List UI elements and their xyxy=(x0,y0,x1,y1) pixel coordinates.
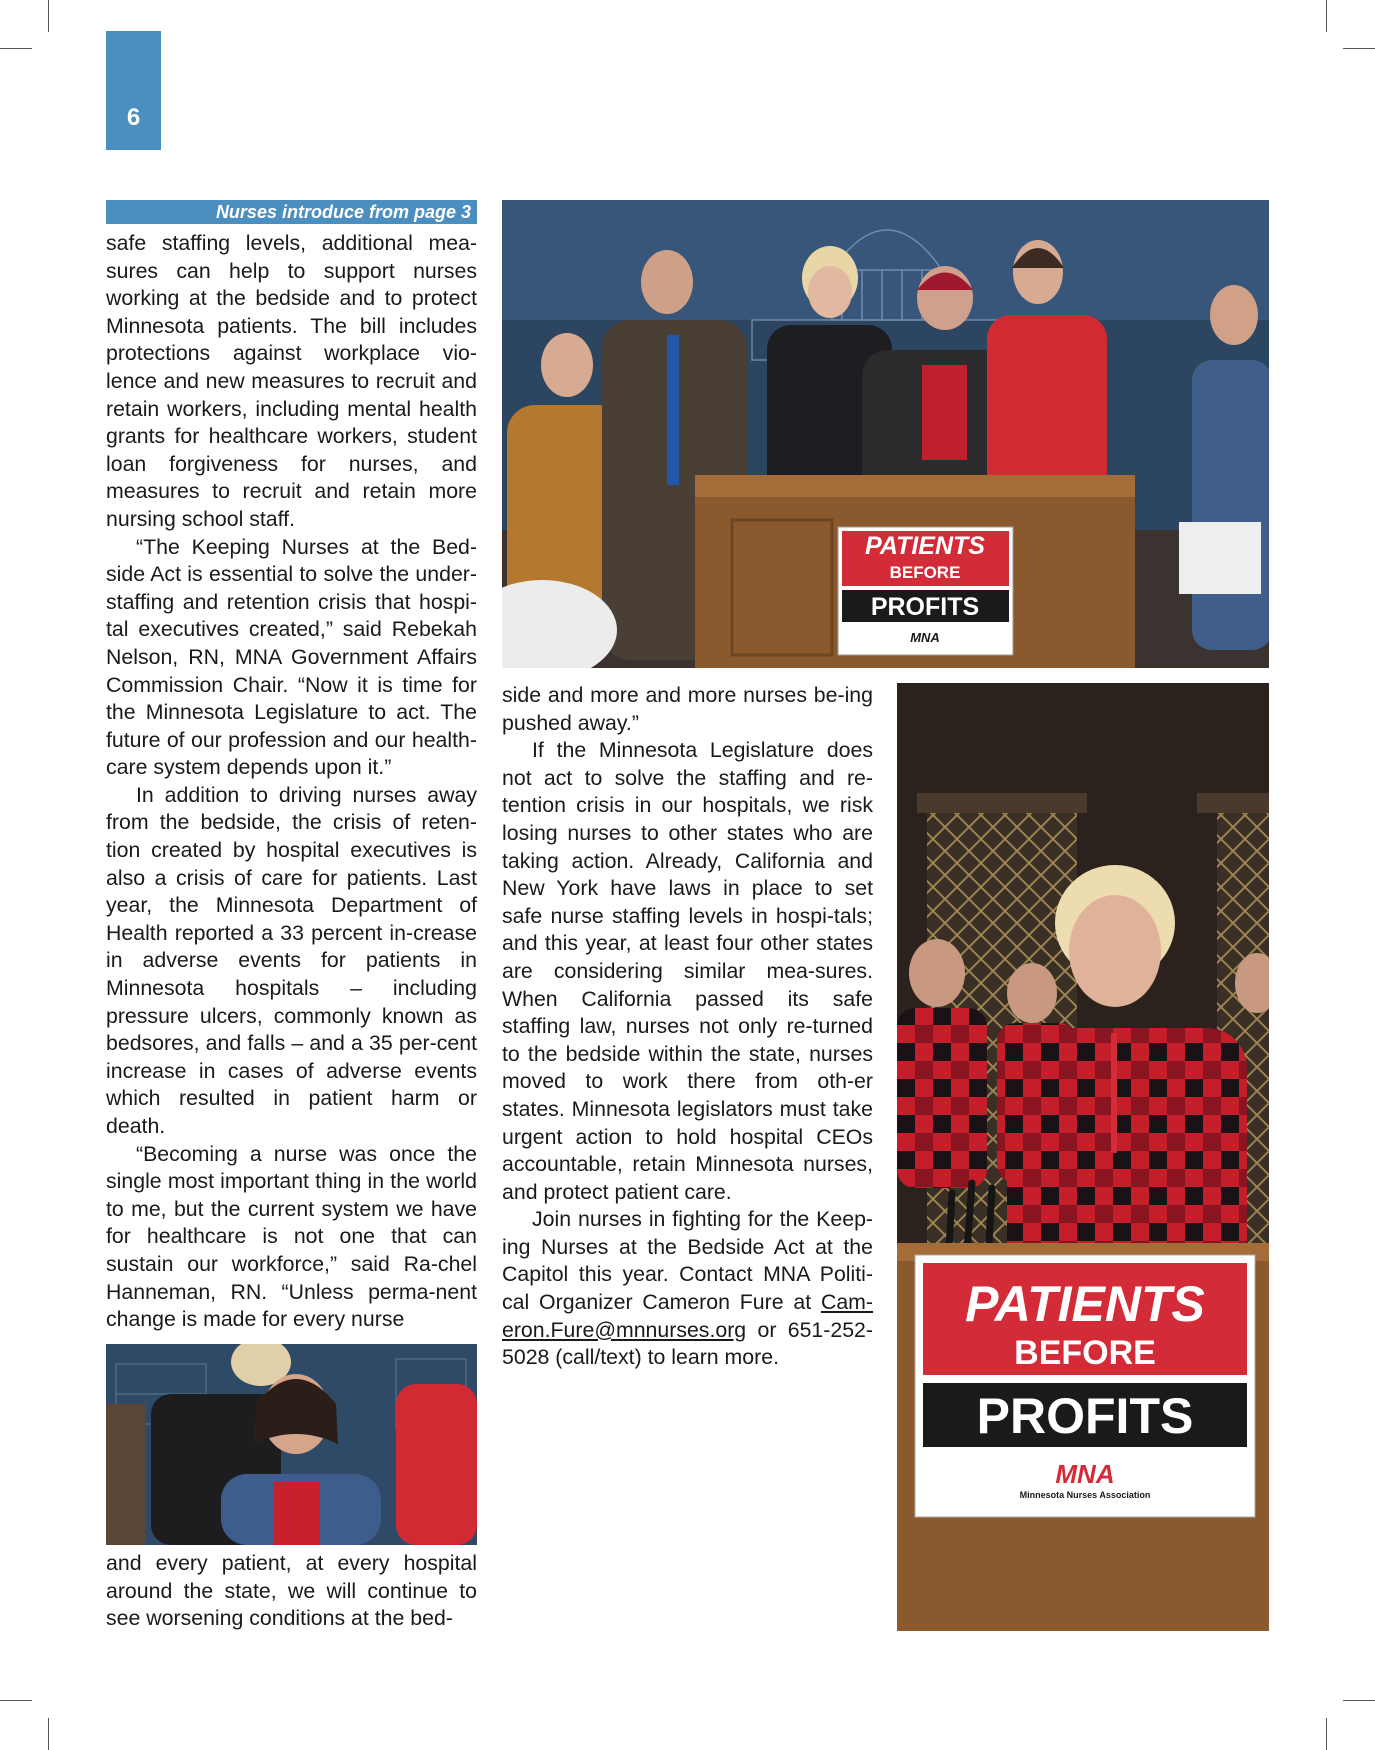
sign-line-1: PATIENTS xyxy=(865,532,985,560)
paragraph: If the Minnesota Legislature does not act to solve the staffing and re-tention crisis in our hospitals, we risk losing nurses to other states who are taking action. Already, California and New York have laws in place to set safe nurse staffing levels in hospi-tals; and this year, at least four other states are considering similar mea-sures. When California passed its safe staffing law, nurses not only re-turned to the bedside within the state, nurses moved to work there from oth-er states. Minnesota legislators must take urgent action to hold hospital CEOs accountable, retain Minnesota nurses, and protect patient care. xyxy=(502,738,873,1204)
sign-logo: MNA xyxy=(910,630,940,645)
sign-line-2: BEFORE xyxy=(1014,1334,1156,1372)
article-column-1-bottom xyxy=(106,1550,477,1633)
article-column-1-top xyxy=(106,230,477,1334)
paragraph: In addition to driving nurses away from the bedside, the crisis of reten-tion created by hospital executives is also a crisis of care for patients. Last year, the Minnesota Department of Health reported a 33 percent in-crease in adverse events for patients in Minnesota hospitals – including pressure ulcers, commonly known as bedsores, and falls – and a 35 per-cent increase in cases of adverse events which resulted in patient harm or death. xyxy=(106,782,477,1138)
sign-logo: MNA xyxy=(1055,1459,1115,1489)
paragraph: side and more and more nurses be-ing pushed away.” xyxy=(502,683,873,735)
article-column-2 xyxy=(502,682,873,1372)
jump-line: Nurses introduce from page 3 xyxy=(106,200,477,224)
photo-group-at-podium xyxy=(502,200,1269,668)
crop-mark xyxy=(48,1718,49,1750)
sign-logo-subtitle: Minnesota Nurses Association xyxy=(1019,1490,1151,1500)
sign-line-2: BEFORE xyxy=(889,563,961,582)
paragraph: “Becoming a nurse was once the single most important thing in the world to me, but the current system we have for healthcare is not one that can sustain our workforce,” said Ra-chel Hanneman, RN. “Unless perma-nent change is made for every nurse xyxy=(106,1141,477,1332)
crop-mark xyxy=(0,1700,32,1701)
paragraph-text: Join nurses in fighting for the Keep-ing Nurses at the Bedside Act at the Capitol this year. Contact MNA Politi-cal Organizer Cameron Fure at xyxy=(502,1207,873,1315)
paragraph: safe staffing levels, additional mea-sures can help to support nurses working at the bedside and to protect Minnesota patients. The bill includes protections against workplace vio-lence and new measures to recruit and retain workers, including mental health grants for healthcare workers, student loan forgiveness for nurses, and measures to recruit and retain more nursing school staff. xyxy=(106,231,477,531)
crop-mark xyxy=(1326,0,1327,32)
paragraph: and every patient, at every hospital around the state, we will continue to see worsening conditions at the bed- xyxy=(106,1551,477,1631)
crop-mark xyxy=(1326,1718,1327,1750)
paragraph-text: or 651-252-5028 (call/text) to learn more. xyxy=(502,1317,873,1370)
photo-speaker-plaid xyxy=(897,683,1269,1631)
sign-line-3: PROFITS xyxy=(870,593,980,621)
sign-line-1: PATIENTS xyxy=(965,1276,1205,1332)
paragraph: “The Keeping Nurses at the Bed-side Act is essential to solve the under-staffing and retention crisis that hospi-tal executives created,” said Rebekah Nelson, RN, MNA Government Affairs Commission Chair. “Now it is time for the Minnesota Legislature to act. The future of our profession and our health-care system depends upon it.” xyxy=(106,534,477,780)
sign-line-3: PROFITS xyxy=(976,1388,1194,1444)
photo-nurse-speaking xyxy=(106,1344,477,1545)
page-number: 6 xyxy=(106,31,161,150)
crop-mark xyxy=(0,48,32,49)
crop-mark xyxy=(1343,48,1375,49)
paragraph xyxy=(502,1206,873,1372)
crop-mark xyxy=(1343,1700,1375,1701)
email-link[interactable]: Cam-eron.Fure@mnnurses.org xyxy=(502,1290,873,1342)
crop-mark xyxy=(48,0,49,32)
